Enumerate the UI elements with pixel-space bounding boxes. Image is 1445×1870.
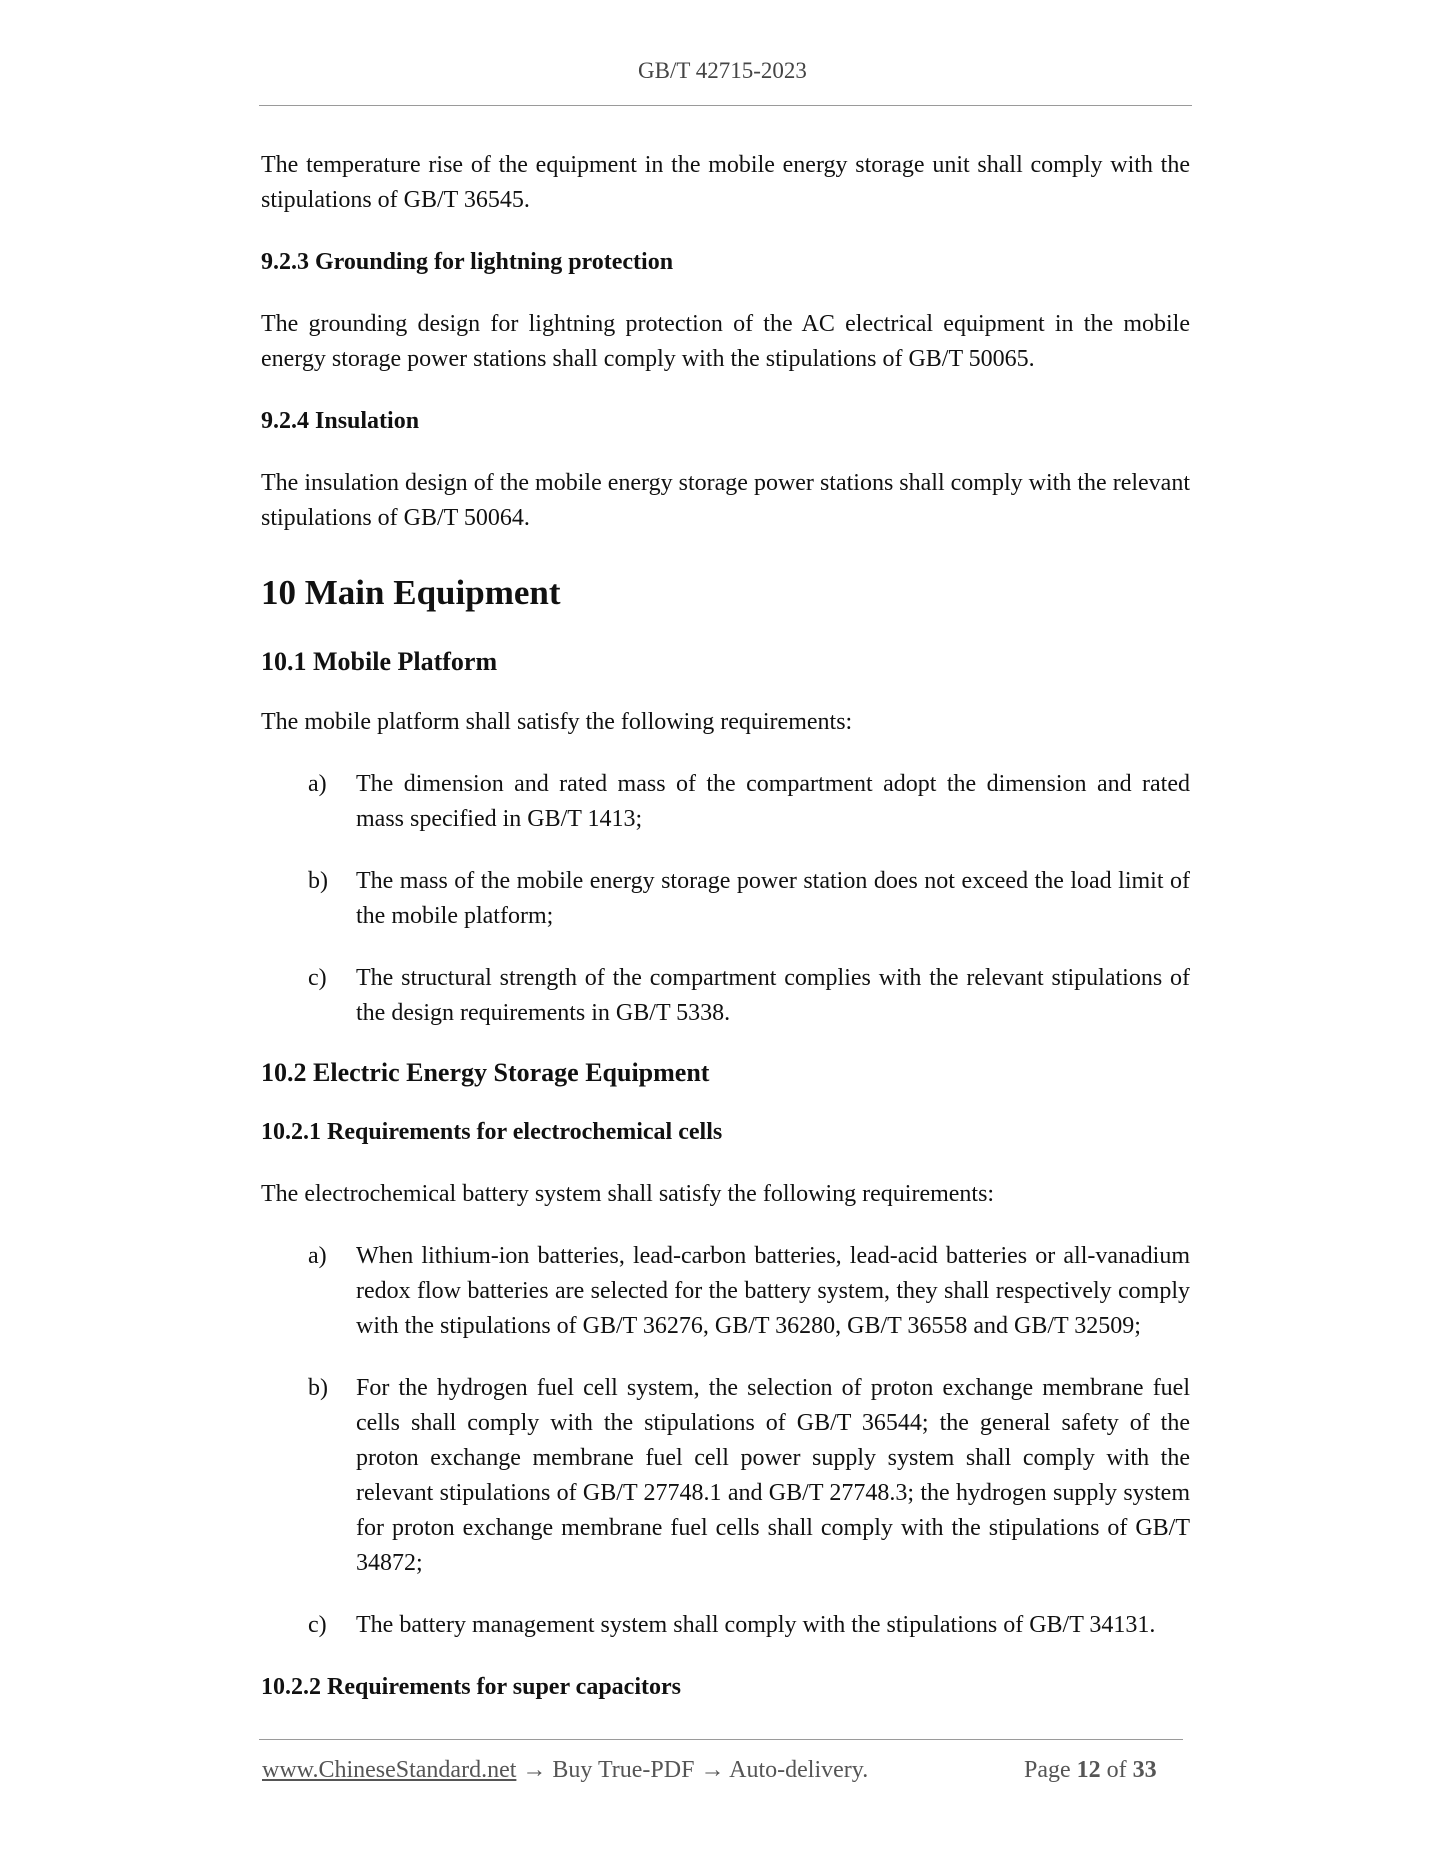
total-pages: 33 (1132, 1757, 1157, 1783)
arrow-icon: → (522, 1757, 547, 1783)
list-item (261, 1608, 1190, 1643)
list-item (261, 961, 1190, 1031)
page-header-title: GB/T 42715-2023 (638, 58, 807, 83)
website-link[interactable]: www.ChineseStandard.net (262, 1757, 517, 1783)
subsection-heading: 10.2 Electric Energy Storage Equipment (261, 1058, 710, 1087)
footer-divider (259, 1739, 1183, 1740)
list-marker: a) (308, 771, 327, 797)
list-marker: c) (308, 1612, 327, 1638)
document-body (261, 148, 1190, 1705)
paragraph: The electrochemical battery system shall satisfy the following requirements: (261, 1181, 995, 1207)
list-item (261, 1239, 1190, 1344)
list-item (261, 1371, 1190, 1581)
footer (262, 1757, 868, 1784)
list-item-text: The battery management system shall comply with the stipulations of GB/T 34131. (356, 1612, 1156, 1638)
page-indicator (1024, 1757, 1157, 1784)
buy-label: Buy True-PDF (552, 1757, 695, 1783)
page-number: 12 (1076, 1757, 1101, 1783)
list-marker: b) (308, 1375, 328, 1401)
header-divider (259, 105, 1192, 106)
list-item (261, 864, 1190, 934)
clause-heading: 9.2.3 Grounding for lightning protection (261, 249, 674, 275)
paragraph: The grounding design for lightning protection of the AC electrical equipment in the mobile energy storage power stations shall comply with the stipulations of GB/T 50065. (261, 311, 1190, 372)
section-heading: 10 Main Equipment (261, 573, 561, 612)
list-item (261, 767, 1190, 837)
list-item-text: The structural strength of the compartment complies with the relevant stipulations of the design requirements in GB/T 5338. (356, 965, 1190, 1026)
list-marker: b) (308, 868, 328, 894)
clause-heading: 10.2.2 Requirements for super capacitors (261, 1674, 681, 1700)
list-item-text: The dimension and rated mass of the compartment adopt the dimension and rated mass specified in GB/T 1413; (356, 771, 1190, 832)
of-label: of (1106, 1757, 1127, 1783)
list-item-text: The mass of the mobile energy storage power station does not exceed the load limit of the mobile platform; (356, 868, 1190, 929)
list-marker: c) (308, 965, 327, 991)
list-item-text: When lithium-ion batteries, lead-carbon batteries, lead-acid batteries or all-vanadium redox flow batteries are selected for the battery system, they shall respectively comply with the stipulations of GB/T 36276, GB/T 36280, GB/T 36558 and GB/T 32509; (356, 1243, 1190, 1339)
list-item-text: For the hydrogen fuel cell system, the selection of proton exchange membrane fuel cells shall comply with the stipulations of GB/T 36544; the general safety of the proton exchange membrane fuel cell power supply system shall comply with the relevant stipulations of GB/T 27748.1 and GB/T 27748.3; the hydrogen supply system for proton exchange membrane fuel cells shall comply with the stipulations of GB/T 34872; (356, 1375, 1190, 1576)
list-marker: a) (308, 1243, 327, 1269)
subsection-heading: 10.1 Mobile Platform (261, 647, 498, 676)
paragraph: The temperature rise of the equipment in the mobile energy storage unit shall comply with the stipulations of GB/T 36545. (261, 152, 1190, 213)
delivery-label: Auto-delivery. (729, 1757, 869, 1783)
paragraph: The insulation design of the mobile energy storage power stations shall comply with the relevant stipulations of GB/T 50064. (261, 470, 1190, 531)
arrow-icon: → (700, 1757, 725, 1783)
paragraph: The mobile platform shall satisfy the following requirements: (261, 709, 853, 735)
clause-heading: 10.2.1 Requirements for electrochemical cells (261, 1119, 723, 1145)
clause-heading: 9.2.4 Insulation (261, 408, 420, 434)
page-label: Page (1024, 1757, 1071, 1783)
